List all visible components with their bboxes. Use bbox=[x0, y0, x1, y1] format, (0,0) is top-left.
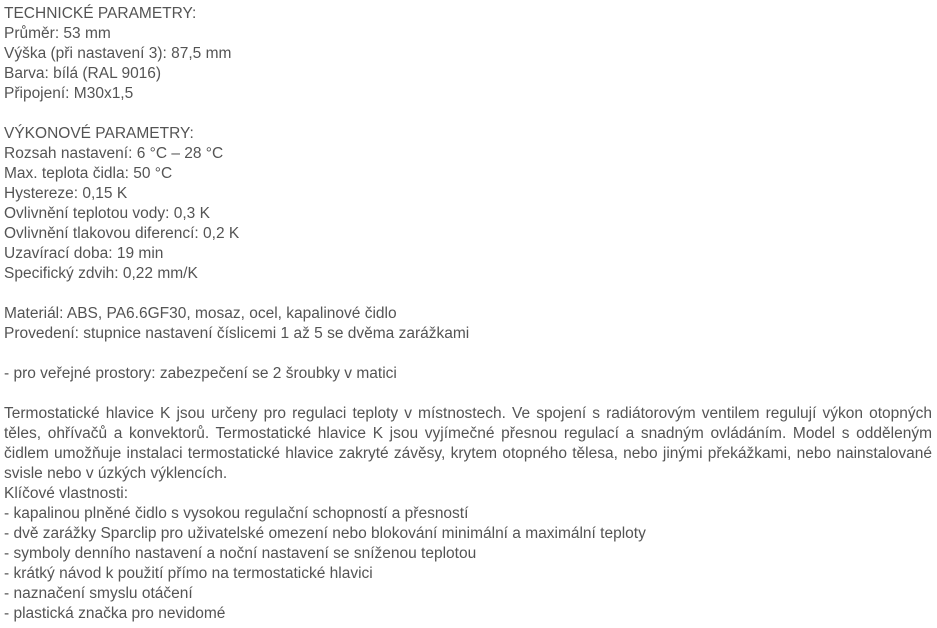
spec-specific-stroke: Specifický zdvih: 0,22 mm/K bbox=[4, 265, 198, 282]
spacer bbox=[4, 384, 933, 404]
spec-color: Barva: bílá (RAL 9016) bbox=[4, 65, 162, 82]
spec-closing-time: Uzavírací doba: 19 min bbox=[4, 245, 164, 262]
spec-material: Materiál: ABS, PA6.6GF30, mosaz, ocel, kapalinové čidlo bbox=[4, 305, 397, 322]
spec-design: Provedení: stupnice nastavení číslicemi 1 až 5 se dvěma zarážkami bbox=[4, 325, 470, 342]
feature-item: - naznačení smyslu otáčení bbox=[4, 585, 193, 602]
spec-diameter: Průměr: 53 mm bbox=[4, 25, 111, 42]
spec-height: Výška (při nastavení 3): 87,5 mm bbox=[4, 45, 232, 62]
spec-connection: Připojení: M30x1,5 bbox=[4, 85, 134, 102]
technical-parameters-heading: TECHNICKÉ PARAMETRY: bbox=[4, 5, 197, 22]
spacer bbox=[4, 284, 933, 304]
spacer bbox=[4, 104, 933, 124]
spec-water-temp-influence: Ovlivnění teplotou vody: 0,3 K bbox=[4, 205, 210, 222]
spec-hysteresis: Hystereze: 0,15 K bbox=[4, 185, 128, 202]
key-features-heading: Klíčové vlastnosti: bbox=[4, 485, 129, 502]
spacer bbox=[4, 344, 933, 364]
public-spaces-note: - pro veřejné prostory: zabezpečení se 2 šroubky v matici bbox=[4, 365, 397, 382]
spec-max-sensor-temp: Max. teplota čidla: 50 °C bbox=[4, 165, 173, 182]
feature-item: - plastická značka pro nevidomé bbox=[4, 605, 226, 622]
performance-parameters-heading: VÝKONOVÉ PARAMETRY: bbox=[4, 125, 194, 142]
spec-setting-range: Rozsah nastavení: 6 °C – 28 °C bbox=[4, 145, 224, 162]
spec-pressure-diff-influence: Ovlivnění tlakovou diferencí: 0,2 K bbox=[4, 225, 240, 242]
feature-item: - krátký návod k použití přímo na termostatické hlavici bbox=[4, 565, 373, 582]
feature-item: - symboly denního nastavení a noční nastavení se sníženou teplotou bbox=[4, 545, 477, 562]
product-description-paragraph: Termostatické hlavice K jsou určeny pro regulaci teploty v místnostech. Ve spojení s radiátorovým ventilem regulují výkon otopných těles, ohřívačů a konvektorů. Termostatické hlavice K jsou vyjímečné přesnou regulací a snadným ovládáním. Model s odděleným čidlem umožňuje instalaci termostatické hlavice zakryté závěsy, krytem otopného tělesa, nebo jinými překážkami, nebo nainstalované svisle nebo v úzkých výklencích. bbox=[4, 405, 932, 482]
feature-item: - kapalinou plněné čidlo s vysokou regulační schopností a přesností bbox=[4, 505, 469, 522]
feature-item: - dvě zarážky Sparclip pro uživatelské omezení nebo blokování minimální a maximální teploty bbox=[4, 525, 646, 542]
